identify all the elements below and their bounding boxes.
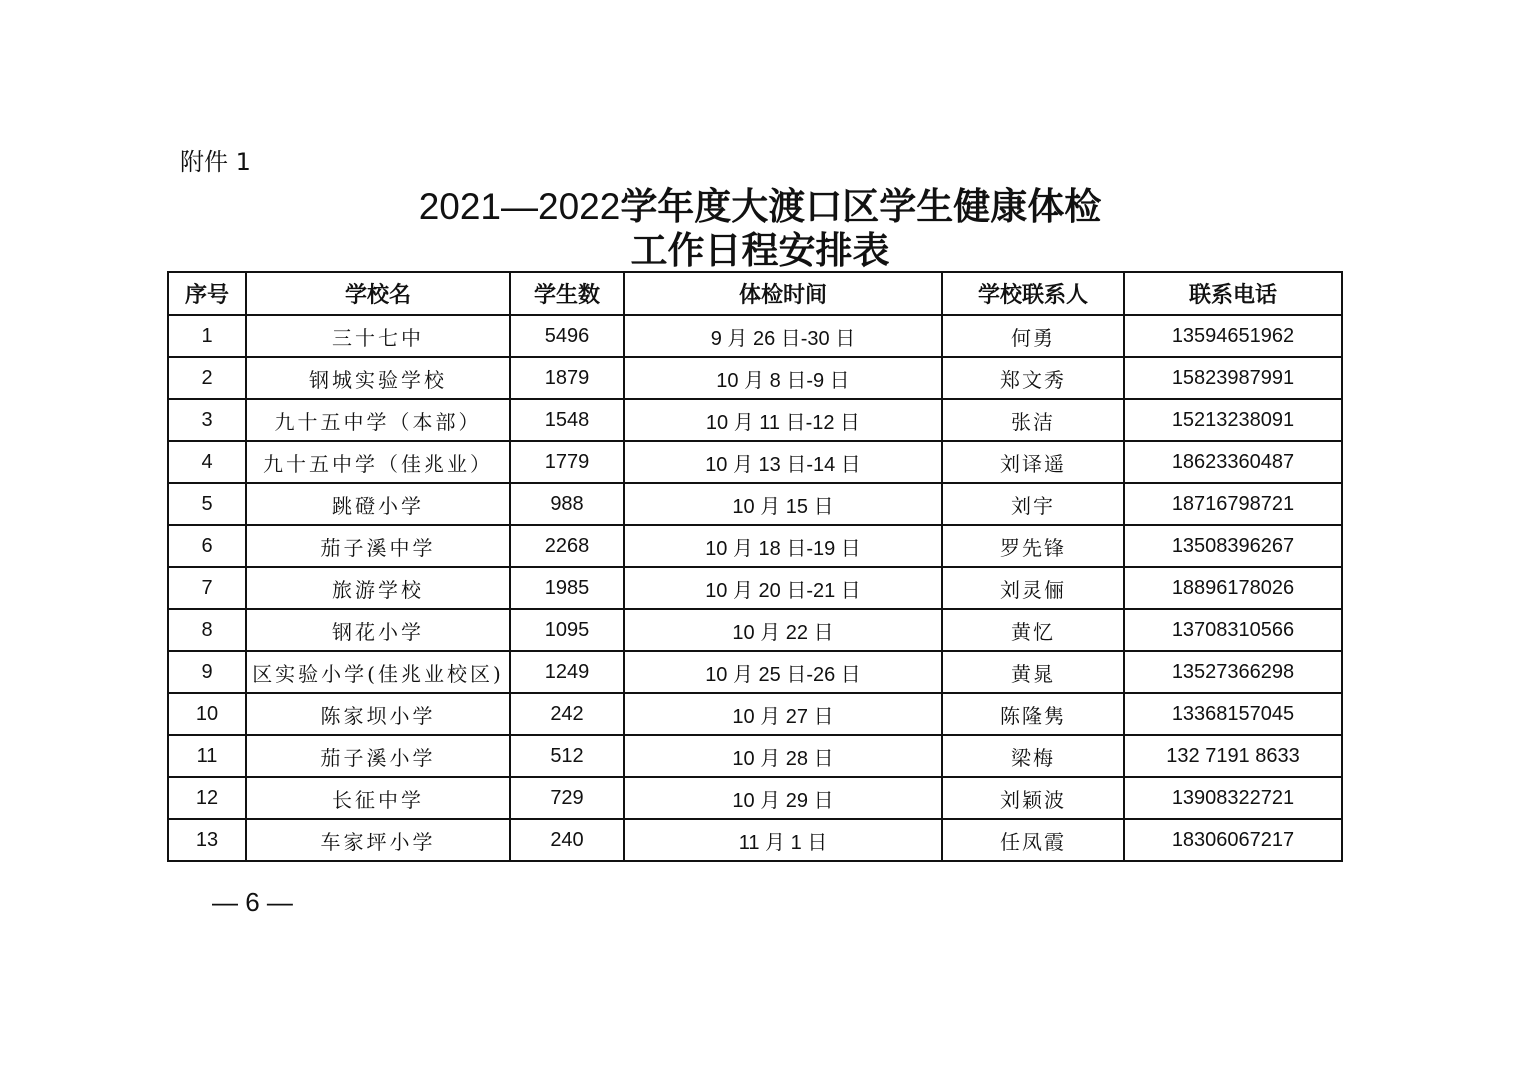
cell-school: 钢城实验学校 xyxy=(246,357,510,399)
cell-student-count: 1779 xyxy=(510,441,624,483)
cell-exam-time: 10 月 25 日-26 日 xyxy=(624,651,942,693)
cell-student-count: 1095 xyxy=(510,609,624,651)
cell-index: 12 xyxy=(168,777,246,819)
cell-index: 3 xyxy=(168,399,246,441)
table-row xyxy=(168,483,1342,525)
cell-contact-person: 张洁 xyxy=(942,399,1124,441)
cell-exam-time: 10 月 29 日 xyxy=(624,777,942,819)
cell-student-count: 242 xyxy=(510,693,624,735)
cell-exam-time: 10 月 22 日 xyxy=(624,609,942,651)
cell-school: 长征中学 xyxy=(246,777,510,819)
document-title-line1 xyxy=(0,184,1520,229)
table-row xyxy=(168,399,1342,441)
cell-contact-person: 郑文秀 xyxy=(942,357,1124,399)
cell-index: 10 xyxy=(168,693,246,735)
cell-index: 11 xyxy=(168,735,246,777)
cell-exam-time: 10 月 28 日 xyxy=(624,735,942,777)
cell-school: 跳磴小学 xyxy=(246,483,510,525)
cell-contact-person: 黄忆 xyxy=(942,609,1124,651)
cell-phone: 18896178026 xyxy=(1124,567,1342,609)
table-body xyxy=(168,315,1342,861)
cell-contact-person: 梁梅 xyxy=(942,735,1124,777)
header-index: 序号 xyxy=(168,272,246,315)
cell-student-count: 2268 xyxy=(510,525,624,567)
cell-exam-time: 11 月 1 日 xyxy=(624,819,942,861)
table-row xyxy=(168,819,1342,861)
cell-student-count: 512 xyxy=(510,735,624,777)
table-row xyxy=(168,525,1342,567)
cell-contact-person: 刘灵俪 xyxy=(942,567,1124,609)
cell-exam-time: 10 月 20 日-21 日 xyxy=(624,567,942,609)
cell-phone: 18623360487 xyxy=(1124,441,1342,483)
cell-phone: 13527366298 xyxy=(1124,651,1342,693)
cell-phone: 132 7191 8633 xyxy=(1124,735,1342,777)
cell-school: 陈家坝小学 xyxy=(246,693,510,735)
cell-phone: 18306067217 xyxy=(1124,819,1342,861)
title-text: 学年度大渡口区学生健康体检 xyxy=(620,184,1102,228)
cell-index: 6 xyxy=(168,525,246,567)
cell-index: 8 xyxy=(168,609,246,651)
cell-contact-person: 黄晁 xyxy=(942,651,1124,693)
table-row xyxy=(168,651,1342,693)
table-row xyxy=(168,735,1342,777)
cell-school: 九十五中学（佳兆业） xyxy=(246,441,510,483)
table-row xyxy=(168,693,1342,735)
table-row xyxy=(168,315,1342,357)
cell-school: 旅游学校 xyxy=(246,567,510,609)
cell-index: 2 xyxy=(168,357,246,399)
cell-exam-time: 10 月 13 日-14 日 xyxy=(624,441,942,483)
cell-index: 13 xyxy=(168,819,246,861)
cell-student-count: 988 xyxy=(510,483,624,525)
cell-contact-person: 陈隆隽 xyxy=(942,693,1124,735)
cell-index: 5 xyxy=(168,483,246,525)
cell-index: 4 xyxy=(168,441,246,483)
cell-contact-person: 刘颖波 xyxy=(942,777,1124,819)
schedule-table xyxy=(167,271,1343,862)
cell-phone: 18716798721 xyxy=(1124,483,1342,525)
cell-student-count: 240 xyxy=(510,819,624,861)
cell-contact-person: 刘宇 xyxy=(942,483,1124,525)
cell-index: 1 xyxy=(168,315,246,357)
cell-student-count: 5496 xyxy=(510,315,624,357)
cell-student-count: 1548 xyxy=(510,399,624,441)
cell-phone: 15213238091 xyxy=(1124,399,1342,441)
cell-student-count: 1879 xyxy=(510,357,624,399)
header-student-count: 学生数 xyxy=(510,272,624,315)
table-row xyxy=(168,441,1342,483)
header-school: 学校名 xyxy=(246,272,510,315)
cell-exam-time: 10 月 8 日-9 日 xyxy=(624,357,942,399)
cell-school: 车家坪小学 xyxy=(246,819,510,861)
header-contact-person: 学校联系人 xyxy=(942,272,1124,315)
table-row xyxy=(168,357,1342,399)
page-number: — 6 — xyxy=(212,887,293,917)
cell-phone: 13708310566 xyxy=(1124,609,1342,651)
cell-school: 九十五中学（本部） xyxy=(246,399,510,441)
cell-contact-person: 何勇 xyxy=(942,315,1124,357)
table-row xyxy=(168,777,1342,819)
table-row xyxy=(168,567,1342,609)
header-phone: 联系电话 xyxy=(1124,272,1342,315)
cell-student-count: 729 xyxy=(510,777,624,819)
cell-exam-time: 10 月 27 日 xyxy=(624,693,942,735)
cell-school: 钢花小学 xyxy=(246,609,510,651)
cell-phone: 13594651962 xyxy=(1124,315,1342,357)
cell-contact-person: 任凤霞 xyxy=(942,819,1124,861)
cell-contact-person: 罗先锋 xyxy=(942,525,1124,567)
cell-student-count: 1985 xyxy=(510,567,624,609)
header-exam-time: 体检时间 xyxy=(624,272,942,315)
cell-school: 茄子溪小学 xyxy=(246,735,510,777)
cell-exam-time: 10 月 11 日-12 日 xyxy=(624,399,942,441)
cell-student-count: 1249 xyxy=(510,651,624,693)
attachment-label: 附件 1 xyxy=(180,148,251,176)
cell-phone: 13368157045 xyxy=(1124,693,1342,735)
cell-exam-time: 10 月 15 日 xyxy=(624,483,942,525)
cell-phone: 13508396267 xyxy=(1124,525,1342,567)
cell-index: 9 xyxy=(168,651,246,693)
cell-exam-time: 10 月 18 日-19 日 xyxy=(624,525,942,567)
document-title-line2: 工作日程安排表 xyxy=(630,228,890,272)
cell-school: 区实验小学(佳兆业校区) xyxy=(246,651,510,693)
cell-exam-time: 9 月 26 日-30 日 xyxy=(624,315,942,357)
table-header-row xyxy=(168,272,1342,315)
cell-phone: 15823987991 xyxy=(1124,357,1342,399)
cell-contact-person: 刘译遥 xyxy=(942,441,1124,483)
cell-school: 三十七中 xyxy=(246,315,510,357)
cell-phone: 13908322721 xyxy=(1124,777,1342,819)
cell-index: 7 xyxy=(168,567,246,609)
table-row xyxy=(168,609,1342,651)
title-years: 2021—2022 xyxy=(418,186,621,227)
cell-school: 茄子溪中学 xyxy=(246,525,510,567)
